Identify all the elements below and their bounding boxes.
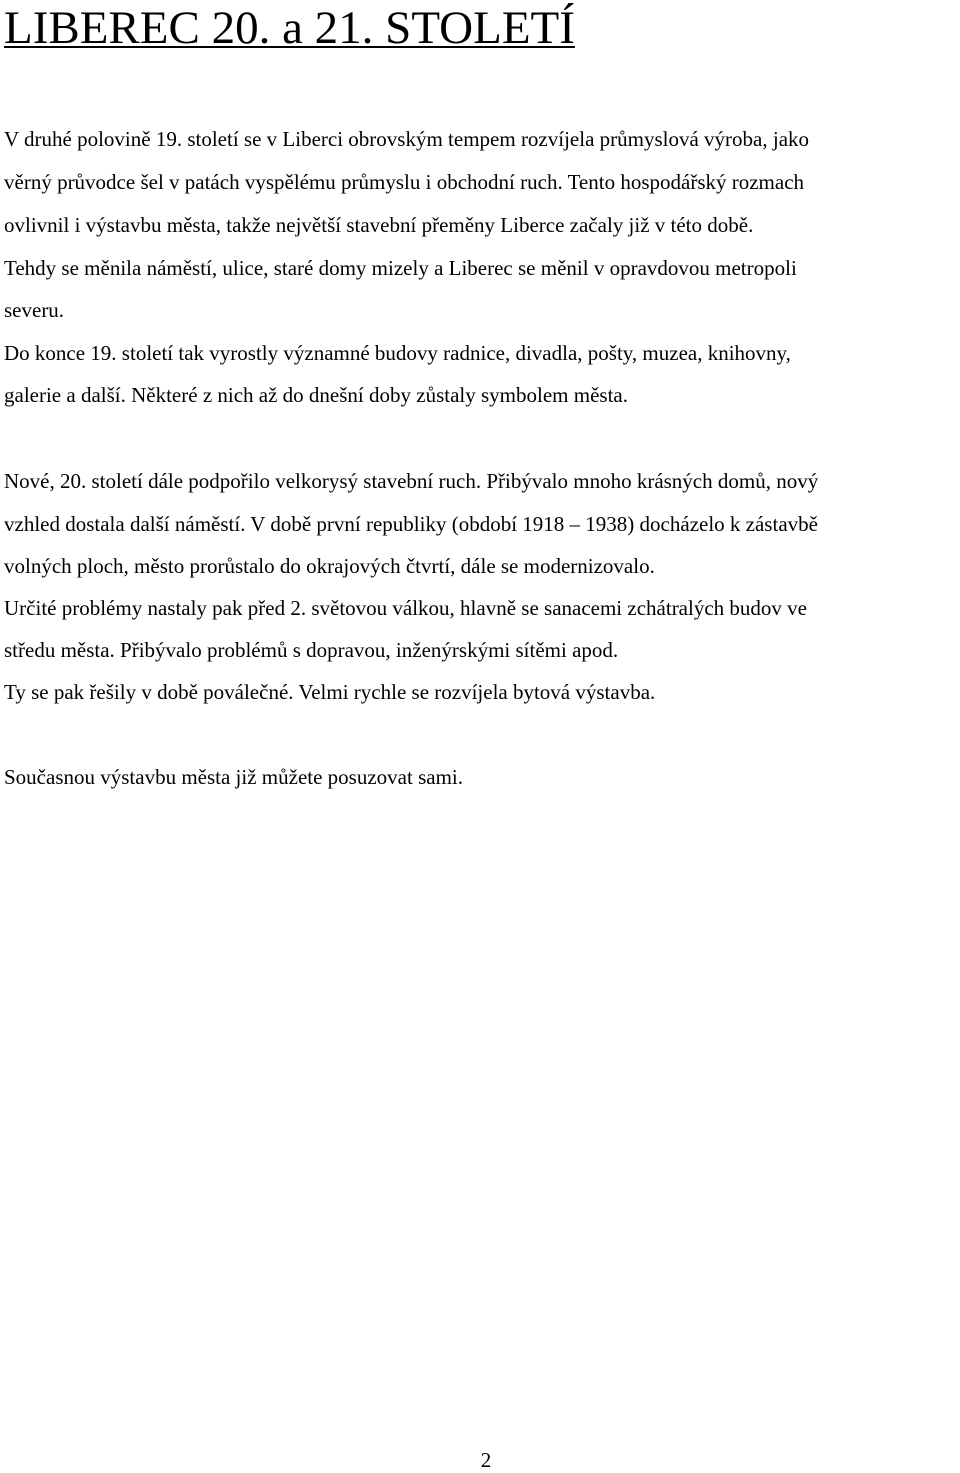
paragraph-line: vzhled dostala další náměstí. V době první republiky (období 1918 – 1938) docházelo k zástavbě xyxy=(4,512,818,536)
paragraph-line: věrný průvodce šel v patách vyspělému průmyslu i obchodní ruch. Tento hospodářský rozmach xyxy=(4,170,805,194)
paragraph-line: středu města. Přibývalo problémů s dopravou, inženýrskými sítěmi apod. xyxy=(4,638,619,662)
paragraph-line: Nové, 20. století dále podpořilo velkorysý stavební ruch. Přibývalo mnoho krásných domů, nový xyxy=(4,469,819,493)
paragraph-line: Do konce 19. století tak vyrostly významné budovy radnice, divadla, pošty, muzea, knihovny, xyxy=(4,341,791,365)
paragraph-line: ovlivnil i výstavbu města, takže největší stavební přeměny Liberce začaly již v této době. xyxy=(4,213,754,237)
paragraph-line: volných ploch, město prorůstalo do okrajových čtvrtí, dále se modernizovalo. xyxy=(4,554,655,578)
paragraph-line: Ty se pak řešily v době poválečné. Velmi rychle se rozvíjela bytová výstavba. xyxy=(4,680,656,704)
paragraph-line: Současnou výstavbu města již můžete posuzovat sami. xyxy=(4,765,463,789)
paragraph-line: galerie a další. Některé z nich až do dnešní doby zůstaly symbolem města. xyxy=(4,383,628,407)
paragraph-line: Určité problémy nastaly pak před 2. světovou válkou, hlavně se sanacemi zchátralých budov ve xyxy=(4,596,807,620)
paragraph-line: Tehdy se měnila náměstí, ulice, staré domy mizely a Liberec se měnil v opravdovou metropoli xyxy=(4,256,797,280)
paragraph-line: V druhé polovině 19. století se v Liberci obrovským tempem rozvíjela průmyslová výroba, jako xyxy=(4,127,810,151)
paragraph-line: severu. xyxy=(4,298,65,322)
page-number: 2 xyxy=(480,1448,492,1472)
page-title: LIBEREC 20. a 21. STOLETÍ xyxy=(4,2,575,54)
